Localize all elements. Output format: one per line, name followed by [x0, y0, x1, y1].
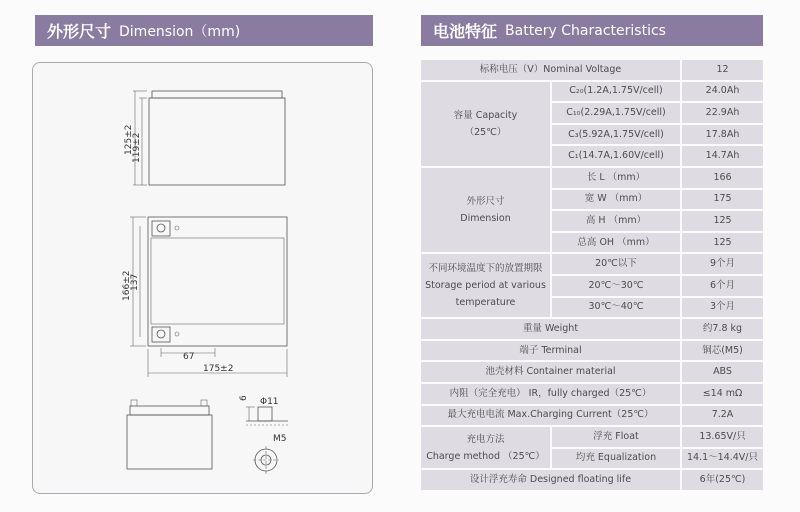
life-label: 设计浮充寿命 Designed floating life [421, 470, 682, 492]
terminal-detail [239, 395, 288, 474]
dimension-item: 总高 OH （mm） [552, 233, 682, 255]
dimension-header-zh: 外形尺寸 [47, 22, 112, 41]
capacity-value: 22.9Ah [682, 103, 763, 125]
weight-value: 约7.8 kg [682, 319, 763, 341]
table-row [421, 254, 763, 276]
capacity-label-zh: 容量 Capacity [453, 109, 518, 121]
resistance-value: ≤14 mΩ [682, 384, 763, 406]
table-row [421, 406, 763, 428]
terminal-label: 端子 Terminal [421, 341, 682, 363]
battery-characteristics-table [421, 60, 763, 492]
capacity-value: 24.0Ah [682, 82, 763, 104]
dimension-item: 长 L （mm） [552, 168, 682, 190]
charge-label [421, 427, 552, 470]
storage-value: 9个月 [682, 254, 763, 276]
dimension-header [35, 15, 373, 46]
dimension-value: 166 [682, 168, 763, 190]
dimension-value: 125 [682, 233, 763, 255]
table-row [421, 470, 763, 492]
nominal-voltage-label: 标称电压（V）Nominal Voltage [421, 60, 682, 82]
dimension-label-zh: 外形尺寸 [466, 196, 505, 208]
capacity-label-temp: （25℃） [464, 126, 507, 138]
table-row [421, 341, 763, 363]
charge-value: 14.1～14.4V/只 [682, 449, 763, 471]
side-view [124, 91, 285, 185]
max-current-label: 最大充电电流 Max.Charging Current（25℃） [421, 406, 682, 428]
storage-label-zh: 不同环境温度下的放置期限 [428, 263, 543, 275]
dimension-item: 宽 W （mm） [552, 190, 682, 212]
length-total-label: 166±2 [122, 270, 132, 301]
storage-label [421, 254, 552, 319]
max-current-value: 7.2A [682, 406, 763, 428]
capacity-cond: C₁₀(2.29A,1.75V/cell) [552, 103, 682, 125]
terminal-height-label: 6 [239, 395, 249, 401]
container-label: 池壳材料 Container material [421, 362, 682, 384]
terminal-spacing-label: 67 [183, 352, 195, 362]
storage-temp: 20℃～30℃ [552, 276, 682, 298]
table-row [421, 384, 763, 406]
dimension-label-en: Dimension [460, 213, 511, 225]
top-view [122, 217, 287, 377]
storage-value: 3个月 [682, 298, 763, 320]
table-row [421, 362, 763, 384]
capacity-cond: C₂₀(1.2A,1.75V/cell) [552, 82, 682, 104]
capacity-value: 17.8Ah [682, 125, 763, 147]
dimension-item: 高 H （mm） [552, 211, 682, 233]
container-value: ABS [682, 362, 763, 384]
capacity-label [421, 82, 552, 168]
table-row [421, 82, 763, 104]
height-total-label: 125±2 [124, 124, 134, 155]
dimension-header-en: Dimension（mm) [119, 23, 241, 40]
table-row [421, 427, 763, 449]
height-body-label: 119±2 [132, 132, 142, 163]
storage-value: 6个月 [682, 276, 763, 298]
table-row [421, 60, 763, 82]
front-view [127, 400, 212, 469]
terminal-value: 铜芯(M5) [682, 341, 763, 363]
weight-label: 重量 Weight [421, 319, 682, 341]
dimension-label [421, 168, 552, 254]
storage-label-en2: temperature [455, 297, 516, 309]
dimension-drawing-panel [32, 62, 373, 494]
terminal-type-label: M5 [273, 434, 287, 444]
charge-label-en: Charge method （25℃） [426, 450, 545, 462]
capacity-cond: C₁(14.7A,1.60V/cell) [552, 146, 682, 168]
table-row [421, 168, 763, 190]
storage-temp: 20℃以下 [552, 254, 682, 276]
battery-header-en: Battery Characteristics [505, 22, 666, 39]
charge-label-zh: 充电方法 [466, 433, 505, 445]
length-body-label: 137 [130, 273, 140, 291]
charge-mode: 均充 Equalization [552, 449, 682, 471]
dimension-drawing [33, 63, 374, 495]
charge-value: 13.65V/只 [682, 427, 763, 449]
nominal-voltage-value: 12 [682, 60, 763, 82]
life-value: 6年(25℃) [682, 470, 763, 492]
charge-mode: 浮充 Float [552, 427, 682, 449]
battery-header [421, 15, 763, 46]
table-row [421, 319, 763, 341]
battery-header-zh: 电池特征 [433, 22, 498, 41]
capacity-cond: C₃(5.92A,1.75V/cell) [552, 125, 682, 147]
capacity-value: 14.7Ah [682, 146, 763, 168]
width-label: 175±2 [203, 364, 234, 374]
storage-label-en1: Storage period at various [425, 280, 546, 292]
dimension-value: 125 [682, 211, 763, 233]
terminal-dia-label: Φ11 [260, 397, 279, 407]
dimension-value: 175 [682, 190, 763, 212]
resistance-label: 内阻（完全充电） IR，fully charged（25℃） [421, 384, 682, 406]
storage-temp: 30℃～40℃ [552, 298, 682, 320]
